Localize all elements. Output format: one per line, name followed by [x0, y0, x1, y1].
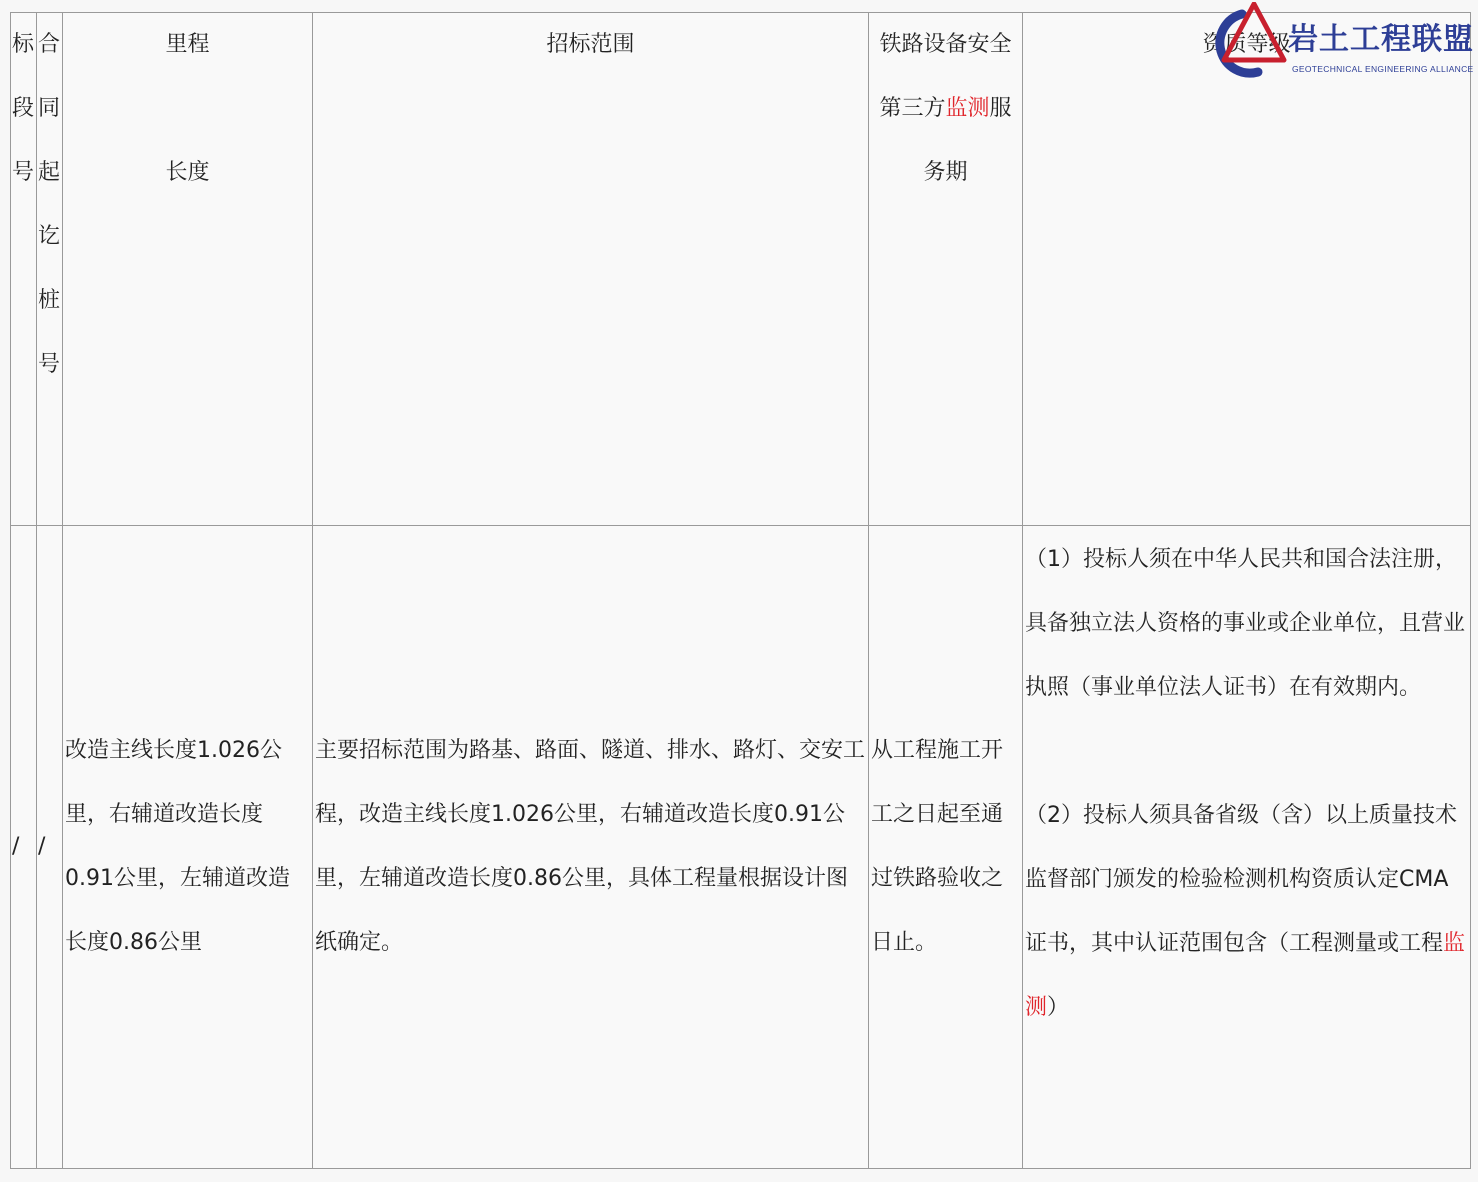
requirement-2: （2）投标人须具备省级（含）以上质量技术监督部门颁发的检验检测机构资质认定CMA证书，其中认证范围包含（工程测量或工程监测） [1025, 803, 1466, 1020]
cell-mileage-length: 改造主线长度1.026公里，右辅道改造长度0.91公里，左辅道改造长度0.86公里 [63, 526, 313, 1169]
cell-contract-range: / [37, 526, 63, 1169]
cell-section-no: / [11, 526, 37, 1169]
highlight-monitoring: 监测 [1025, 931, 1466, 1020]
logo-name: 岩土工程联盟 [1288, 22, 1474, 57]
cell-service-period: 从工程施工开工之日起至通过铁路验收之日止。 [869, 526, 1023, 1169]
cell-qualification [1023, 526, 1471, 1169]
data-row [11, 526, 1471, 1169]
requirement-1: （1）投标人须在中华人民共和国合法注册，具备独立法人资格的事业或企业单位，且营业执照（事业单位法人证书）在有效期内。 [1025, 547, 1466, 700]
header-mileage-label: 里程 [165, 32, 210, 57]
header-contract-range: 合同 起讫桩号 [37, 13, 63, 526]
header-length-label: 长度 [165, 160, 210, 185]
triangle-c-logo-icon [1196, 2, 1288, 84]
cell-scope: 主要招标范围为路基、路面、隧道、排水、路灯、交安工程，改造主线长度1.026公里，右辅道改造长度0.91公里，左辅道改造长度0.86公里，具体工程量根据设计图纸确定。 [313, 526, 869, 1169]
tender-table-page [10, 12, 1470, 1170]
tender-table [10, 12, 1471, 1169]
header-row [11, 13, 1471, 526]
header-section-no: 标段号 [11, 13, 37, 526]
header-scope: 招标范围 [313, 13, 869, 526]
logo-name-en: GEOTECHNICAL ENGINEERING ALLIANCE [1292, 64, 1474, 74]
header-service-period: 铁路设备安全第三方监测服务期 [869, 13, 1023, 526]
header-mileage [63, 13, 313, 526]
highlight-monitoring: 监测 [945, 96, 990, 121]
header-qualification: 资质等级 [1023, 13, 1471, 526]
alliance-logo [1196, 2, 1478, 84]
